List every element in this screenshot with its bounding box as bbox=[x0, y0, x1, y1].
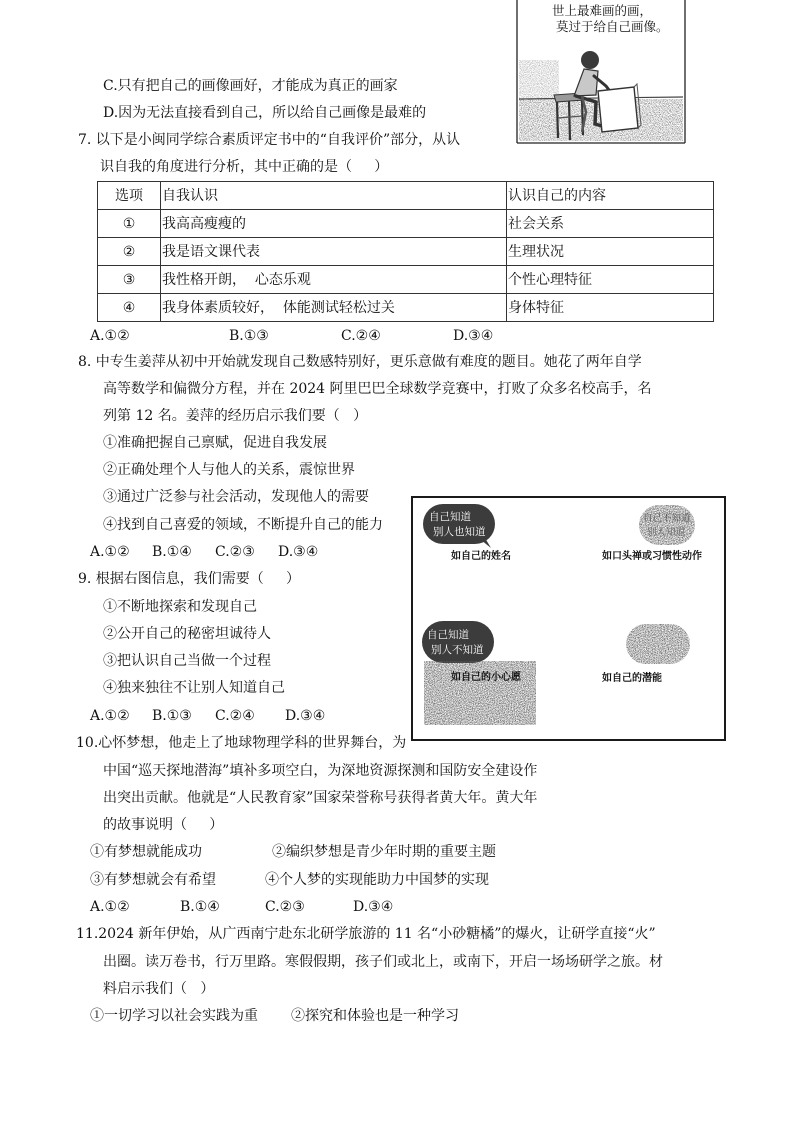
table-cell: 我是语文课代表 bbox=[161, 238, 507, 266]
table-cell: 社会关系 bbox=[507, 210, 714, 238]
q10-statement-2: ②编织梦想是青少年时期的重要主题 bbox=[272, 844, 496, 860]
q8-stem-line2: 高等数学和偏微分方程，并在 2024 阿里巴巴全球数学竞赛中，打败了众多名校高手，名 bbox=[103, 381, 652, 397]
table-header-row bbox=[98, 182, 714, 210]
table-header-cell: 自我认识 bbox=[161, 182, 507, 210]
q7-stem-line1: 7. 以下是小闽同学综合素质评定书中的“自我评价”部分，从认 bbox=[78, 132, 461, 148]
table-cell: ② bbox=[98, 238, 161, 266]
q7-option-b: B.①③ bbox=[229, 328, 269, 344]
q8-option-a: A.①② bbox=[90, 544, 130, 560]
drawing-board-icon bbox=[598, 87, 638, 132]
table-cell: ④ bbox=[98, 294, 161, 322]
q8-statement-4: ④找到自己喜爱的领域，不断提升自己的能力 bbox=[103, 517, 383, 533]
bubble-text-line1: 自己知道 bbox=[429, 511, 471, 523]
q7-stem-line2: 识自我的角度进行分析，其中正确的是（ ） bbox=[100, 159, 389, 175]
quadrant-example: 如自己的潜能 bbox=[602, 673, 662, 684]
q8-statement-1: ①准确把握自己禀赋，促进自我发展 bbox=[103, 435, 327, 451]
table-row bbox=[98, 238, 714, 266]
q7-self-evaluation-table bbox=[97, 181, 714, 322]
q9-stem: 9. 根据右图信息，我们需要（ ） bbox=[78, 571, 301, 587]
q10-statement-1: ①有梦想就能成功 bbox=[90, 844, 202, 860]
q9-statement-4: ④独来独往不让别人知道自己 bbox=[103, 680, 285, 696]
q11-statement-2: ②探究和体验也是一种学习 bbox=[291, 1008, 459, 1024]
q8-option-c: C.②③ bbox=[215, 544, 255, 560]
q10-option-c: C.②③ bbox=[265, 899, 305, 915]
self-portrait-cartoon bbox=[516, 0, 687, 145]
q9-statement-1: ①不断地探索和发现自己 bbox=[103, 599, 257, 615]
q11-statement-1: ①一切学习以社会实践为重 bbox=[90, 1008, 258, 1024]
q8-stem-line3: 列第 12 名。姜萍的经历启示我们要（ ） bbox=[103, 408, 368, 424]
johari-window-figure bbox=[411, 496, 727, 742]
table-cell: 身体特征 bbox=[507, 294, 714, 322]
noise-area bbox=[424, 661, 536, 725]
q11-stem-line1: 11.2024 新年伊始，从广西南宁赴东北研学旅游的 11 名“小砂糖橘”的爆火，让研学直接“火” bbox=[76, 926, 656, 942]
q7-option-c: C.②④ bbox=[341, 328, 381, 344]
q11-stem-line3: 料启示我们（ ） bbox=[103, 981, 215, 997]
table-cell: 我高高瘦瘦的 bbox=[161, 210, 507, 238]
q10-option-d: D.③④ bbox=[353, 899, 394, 915]
bubble-text-line2: 别人也知道 bbox=[433, 526, 486, 538]
q9-option-b: B.①③ bbox=[152, 708, 192, 724]
table-row bbox=[98, 266, 714, 294]
quadrant-example: 如自己的小心愿 bbox=[451, 672, 521, 683]
q10-statement-3: ③有梦想就会有希望 bbox=[90, 872, 216, 888]
speech-bubble-icon bbox=[639, 505, 695, 545]
q10-stem-line3: 出突出贡献。他就是“人民教育家”国家荣誉称号获得者黄大年。黄大年 bbox=[103, 790, 538, 806]
table-cell: 个性心理特征 bbox=[507, 266, 714, 294]
cartoon-caption-line2: 莫过于给自己画像。 bbox=[556, 19, 669, 34]
q8-option-b: B.①④ bbox=[152, 544, 192, 560]
q8-statement-3: ③通过广泛参与社会活动，发现他人的需要 bbox=[103, 489, 369, 505]
q10-statement-4: ④个人梦的实现能助力中国梦的实现 bbox=[265, 872, 489, 888]
cartoon-caption-line1: 世上最难画的画， bbox=[552, 3, 653, 18]
q9-statement-3: ③把认识自己当做一个过程 bbox=[103, 653, 271, 669]
bubble-text-line1: 自己知道 bbox=[427, 629, 469, 641]
bubble-text-line2: 别人不知道 bbox=[431, 644, 484, 656]
q6-option-c: C.只有把自己的画像画好，才能成为真正的画家 bbox=[103, 78, 398, 94]
speech-bubble-icon bbox=[423, 504, 495, 544]
q11-stem-line2: 出圈。读万卷书，行万里路。寒假假期，孩子们或北上，或南下，开启一场场研学之旅。材 bbox=[103, 954, 663, 970]
table-header-cell: 选项 bbox=[98, 182, 161, 210]
q9-statement-2: ②公开自己的秘密坦诚待人 bbox=[103, 626, 271, 642]
q9-option-d: D.③④ bbox=[285, 708, 326, 724]
table-cell: 我身体素质较好， 体能测试轻松过关 bbox=[161, 294, 507, 322]
q9-option-a: A.①② bbox=[90, 708, 130, 724]
q10-stem-line4: 的故事说明（ ） bbox=[103, 817, 224, 833]
speech-bubble-icon bbox=[422, 621, 494, 663]
table-row bbox=[98, 294, 714, 322]
q6-option-d: D.因为无法直接看到自己，所以给自己画像是最难的 bbox=[103, 105, 427, 121]
q10-option-a: A.①② bbox=[90, 899, 130, 915]
table-cell: 生理状况 bbox=[507, 238, 714, 266]
speech-bubble-icon bbox=[626, 624, 690, 664]
q10-option-b: B.①④ bbox=[180, 899, 220, 915]
q8-option-d: D.③④ bbox=[278, 544, 319, 560]
table-row bbox=[98, 210, 714, 238]
table-cell: ① bbox=[98, 210, 161, 238]
bubble-text-line2: 别人知道 bbox=[647, 527, 686, 538]
q7-option-a: A.①② bbox=[90, 328, 130, 344]
q10-stem-line1: 10.心怀梦想，他走上了地球物理学科的世界舞台，为 bbox=[76, 735, 407, 751]
table-header-cell: 认识自己的内容 bbox=[507, 182, 714, 210]
q9-option-c: C.②④ bbox=[215, 708, 255, 724]
quadrant-example: 如自己的姓名 bbox=[451, 551, 511, 562]
q8-statement-2: ②正确处理个人与他人的关系，震惊世界 bbox=[103, 462, 355, 478]
q10-stem-line2: 中国“巡天探地潜海”填补多项空白，为深地资源探测和国防安全建设作 bbox=[103, 763, 538, 779]
q8-stem-line1: 8. 中专生姜萍从初中开始就发现自己数感特别好，更乐意做有难度的题目。她花了两年自学 bbox=[78, 354, 642, 370]
table-cell: ③ bbox=[98, 266, 161, 294]
bubble-text-line1: 自己不知道 bbox=[643, 513, 691, 524]
table-cell: 我性格开朗， 心态乐观 bbox=[161, 266, 507, 294]
q7-option-d: D.③④ bbox=[453, 328, 494, 344]
quadrant-example: 如口头禅或习惯性动作 bbox=[602, 551, 702, 562]
